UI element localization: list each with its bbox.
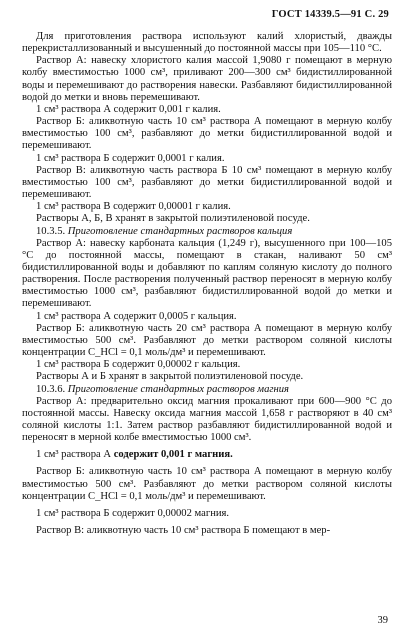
paragraph — [22, 525, 392, 537]
paragraph — [22, 508, 392, 520]
paragraph-text: 1 см³ раствора Б содержит 0,00002 магния. — [36, 507, 230, 519]
paragraph-text: 1 см³ раствора А — [36, 449, 114, 461]
paragraph — [22, 226, 392, 238]
section-title: Приготовление стандартных растворов кальция — [67, 225, 293, 237]
paragraph — [22, 55, 392, 104]
paragraph — [22, 323, 392, 359]
paragraph — [22, 116, 392, 152]
page-number: 39 — [377, 615, 388, 626]
paragraph-text: Для приготовления раствора используют калий хлористый, дважды перекристаллизованный и высушенный до постоянной массы при 105—110 °С. — [22, 31, 392, 55]
paragraph — [22, 201, 392, 213]
paragraph-text: Раствор А: навеску карбоната кальция (1,249 г), высушенного при 100—105 °С до постоянной массы, помещают в стакан, наливают 50 см³ бидистиллированной воды и добавляют по каплям соляную кислоту до полного растворения. После растворения полученный раствор переносят в мерную колбу вместимостью 1000 см³, разбавляют бидистиллированной водой до метки и перемешивают. — [22, 237, 392, 310]
paragraph — [22, 371, 392, 383]
paragraph-text: Раствор А: предварительно оксид магния прокаливают при 600—900 °С до постоянной массы. Навеску оксида магния массой 1,658 г растворяют в 40 см³ соляной кислоты 1:1. Затем раствор разбавляют бидистиллированной водой и переносят в мерной колбе вместимостью 1000 см³. — [22, 395, 392, 444]
paragraph — [22, 384, 392, 396]
body-text — [22, 31, 392, 537]
paragraph — [22, 31, 392, 55]
paragraph-text: 1 см³ раствора В содержит 0,00001 г калия. — [36, 201, 231, 213]
paragraph — [22, 466, 392, 502]
paragraph-text: Растворы А и Б хранят в закрытой полиэтиленовой посуде. — [36, 371, 304, 383]
paragraph-text: Раствор В: аликвотную часть 10 см³ раствора Б помещают в мер- — [36, 525, 331, 537]
paragraph-text: 1 см³ раствора Б содержит 0,00002 г кальция. — [36, 359, 241, 371]
paragraph-text: Раствор Б: аликвотную часть 10 см³ раствора А помещают в мерную колбу вместимостью 100 см³, разбавляют до метки бидистиллированной водой и перемешивают. — [22, 116, 392, 152]
paragraph — [22, 238, 392, 311]
paragraph-text: 1 см³ раствора А содержит 0,001 г калия. — [36, 103, 221, 115]
paragraph-text: Растворы А, Б, В хранят в закрытой полиэтиленовой посуде. — [36, 213, 310, 225]
paragraph — [22, 165, 392, 201]
paragraph-text: Раствор Б: аликвотную часть 10 см³ раствора А помещают в мерную колбу вместимостью 500 см³. Разбавляют до метки раствором соляной кислоты концентрации C_HCl = 0,1 моль/дм³ и перемешивают. — [22, 466, 392, 502]
paragraph — [22, 449, 392, 461]
paragraph-text: 1 см³ раствора Б содержит 0,0001 г калия. — [36, 152, 225, 164]
paragraph-text: 10.3.6. — [36, 383, 68, 395]
paragraph — [22, 153, 392, 165]
section-title: Приготовление стандартных растворов магния — [67, 383, 289, 395]
paragraph-text: Раствор Б: аликвотную часть 20 см³ раствора А помещают в мерную колбу вместимостью 500 см³. Разбавляют до метки раствором соляной кислоты концентрации C_HCl = 0,1 моль/дм³ и перемешивают. — [22, 322, 392, 359]
page-header: ГОСТ 14339.5—91 С. 29 — [271, 9, 389, 20]
paragraph — [22, 213, 392, 225]
paragraph-text: Раствор А: навеску хлористого калия массой 1,9080 г помещают в мерную колбу вместимостью 1000 см³, приливают 200—300 см³ бидистиллированной воды и перемешивают до растворения навески. Разбавляют бидистиллированной водой до метки и вновь перемешивают. — [22, 55, 392, 103]
paragraph — [22, 396, 392, 445]
paragraph — [22, 359, 392, 371]
paragraph — [22, 311, 392, 323]
paragraph-text: 10.3.5. — [36, 225, 68, 237]
emphasis-text: содержит 0,001 г магния. — [113, 449, 233, 461]
paragraph-text: 1 см³ раствора А содержит 0,0005 г кальция. — [36, 310, 237, 322]
paragraph — [22, 104, 392, 116]
paragraph-text: Раствор В: аликвотную часть раствора Б 10 см³ помещают в мерную колбу вместимостью 100 см³, разбавляют до метки бидистиллированной водой и перемешивают. — [22, 164, 392, 201]
